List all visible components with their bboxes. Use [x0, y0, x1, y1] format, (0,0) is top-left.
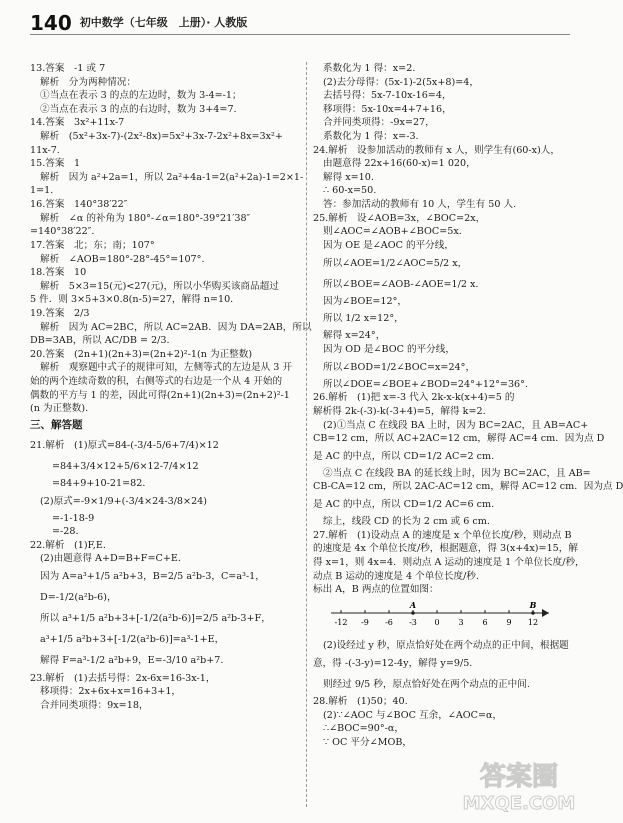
question-line: 25.解析 设∠AOB=3x，∠BOC=2x，	[313, 212, 486, 224]
question-line: 24.解析 设参加活动的教师有 x 人，则学生有(60-x)人，	[313, 144, 560, 156]
question-line: 21.解析 (1)原式=84-(-3/4-5/6+7/4)×12	[30, 439, 219, 451]
answer-line: (n 为正整数).	[30, 403, 89, 415]
answer-line: CB=12 cm，所以 AC+2AC=12 cm，解得 AC=4 cm．因为点 D	[313, 433, 605, 445]
answer-line: 偶数的平方与 1 的差，因此可得(2n+1)(2n+3)=(2n+2)²-1	[30, 389, 290, 401]
watermark-text: 答案圈	[479, 762, 559, 792]
answer-line: (2)由题意得 A+D=B+F=C+E．	[40, 553, 188, 565]
answer-line: 解析 分为两种情况：	[40, 76, 136, 88]
answer-line: ②当点 C 在线段 BA 的延长线上时，因为 BC=2AC，且 AB=	[323, 467, 591, 479]
tick-label: -3	[409, 617, 417, 627]
answer-line: 移项得：2x+6x+x=16+3+1，	[40, 686, 182, 698]
answer-line: 所以∠BOD=1/2∠BOC=x=24°，	[323, 361, 476, 373]
tick-label: 9	[506, 617, 512, 627]
answer-line: ∴∠BOC=90°-α，	[323, 723, 404, 735]
answer-line: 合并同类项得：9x=18，	[40, 699, 149, 711]
tick-label: -12	[334, 617, 348, 627]
question-line: 13.答案 -1 或 7	[30, 63, 106, 74]
answer-line: 得 x=1，则 4x=4．则动点 A 运动的速度是 1 个单位长度/秒，	[313, 557, 585, 569]
answer-line: =-28.	[52, 526, 79, 538]
answer-line: (2)去分母得：(5x-1)-2(5x+8)=4，	[323, 76, 479, 88]
answer-line: 解得 F=a³-1/2 a²b+9，E=-3/10 a²b+7.	[40, 655, 224, 667]
point-b-label: B	[529, 599, 537, 610]
question-line: 22.解析 (1)F,E.	[30, 539, 106, 551]
answer-line: 是 AC 的中点，所以 CD=1/2 AC=2 cm.	[313, 450, 495, 462]
answer-line: CB-CA=12 cm，所以 2AC-AC=12 cm，解得 AC=12 cm．因为点 D	[313, 481, 623, 493]
answer-line: 解析 (5x²+3x-7)-(2x²-8x)=5x²+3x-7-2x²+8x=3x²+	[40, 131, 283, 143]
question-line: 17.答案 北；东；南；107°	[30, 239, 155, 251]
question-line: 16.答案 140°38′22″	[30, 199, 128, 211]
answer-line: 则∠AOC=∠AOB+∠BOC=5x.	[323, 226, 462, 238]
answer-line: 因为 OE 是∠AOC 的平分线，	[323, 239, 454, 251]
answer-line: 解析 ∠α 的补角为 180°-∠α=180°-39°21′38″	[40, 212, 251, 224]
question-line: 18.答案 10	[30, 267, 87, 279]
right-column	[313, 62, 623, 807]
answer-line: DB=3AB，所以 AC/DB = 2/3.	[30, 335, 170, 347]
question-line: 19.答案 2/3	[30, 307, 90, 319]
answer-line: 综上，线段 CD 的长为 2 cm 或 6 cm.	[323, 516, 490, 528]
point-b-marker	[531, 611, 535, 615]
section-heading: 三、解答题	[30, 418, 83, 431]
answer-line: 所以∠AOE=1/2∠AOC=5/2 x，	[323, 257, 468, 269]
answer-line: 的速度是 4x 个单位长度/秒，根据题意，得 3(x+4x)=15，解	[313, 543, 578, 555]
answer-line: 因为 OD 是∠BOC 的平分线，	[323, 344, 455, 356]
answer-line: 因为 A=a³+1/5 a²b+3，B=2/5 a²b-3，C=a³-1，	[40, 571, 265, 583]
tick-label: -6	[385, 617, 393, 627]
question-line: 27.解析 (1)设动点 A 的速度是 x 个单位长度/秒，则动点 B	[313, 529, 572, 541]
book-title: 初中数学（七年级 上册）· 人教版	[79, 16, 248, 30]
answer-line: 合并同类项得：-9x=27，	[323, 117, 435, 129]
question-line: 28.解析 (1)50；40.	[313, 696, 408, 708]
answer-line: 解析得 2k-(-3)-k(-3+4)=5，解得 k=2.	[313, 405, 486, 417]
answer-line: 标出 A，B 两点的位置如图：	[313, 584, 439, 596]
answer-line: a³+1/5 a²b+3+[-1/2(a²b-6)]=a³-1+E，	[40, 634, 225, 646]
answer-line: (2)①当点 C 在线段 BA 上时，因为 BC=2AC，且 AB=AC+	[323, 419, 589, 431]
answer-line: =140°38′22″.	[30, 226, 95, 238]
answer-line: 解析 5×3=15(元)<27(元)，所以小华购买该商品超过	[40, 280, 279, 292]
answer-line: 1=1.	[30, 185, 54, 197]
answer-line: 11x-7.	[30, 144, 60, 156]
point-a-marker	[411, 611, 415, 615]
tick-label: 12	[527, 617, 539, 627]
question-line: 15.答案 1	[30, 158, 81, 170]
answer-line: 意，得 -(-3-y)=12-4y，解得 y=9/5.	[313, 658, 473, 670]
left-column	[30, 62, 312, 807]
answer-line: 所以 a³+1/5 a²b+3+[-1/2(a²b-6)]=2/5 a²b-3+F，	[40, 613, 271, 625]
tick-label: 0	[434, 617, 440, 627]
answer-line: 5 件．则 3×5+3×0.8(n-5)=27，解得 n=10.	[30, 294, 234, 306]
answer-line: (2)原式=-9×1/9+(-3/4×24-3/8×24)	[40, 495, 208, 507]
question-line: 20.答案 (2n+1)(2n+3)=(2n+2)²-1(n 为正整数)	[30, 348, 253, 360]
answer-line: 去括号得：5x-7-10x-16=4，	[323, 90, 452, 102]
answer-line: 动点 B 运动的速度是 4 个单位长度/秒.	[313, 570, 479, 582]
page-header	[30, 10, 570, 35]
answer-line: (2)设经过 y 秒，原点恰好处在两个动点的正中间，根据题	[323, 640, 569, 652]
answer-line: 解析 观察题中式子的规律可知，左侧等式的左边是从 3 开	[40, 362, 293, 374]
answer-line: 解析 ∠AOB=180°-28°-45°=107°.	[40, 253, 205, 265]
answer-line: 解得 x=10.	[323, 171, 374, 183]
answer-line: 则经过 9/5 秒，原点恰好处在两个动点的正中间.	[323, 679, 530, 691]
answer-line: 始的两个连续奇数的积，右侧等式的右边是一个从 4 开始的	[30, 376, 283, 388]
answer-line: ∵ OC 平分∠MOB，	[323, 737, 412, 749]
point-a-label: A	[409, 599, 417, 610]
column-divider	[306, 62, 307, 807]
answer-line: =84+3/4×12+5/6×12-7/4×12	[52, 460, 199, 472]
answer-line: ①当点在表示 3 的点的左边时，数为 3-4=-1；	[40, 90, 242, 102]
answer-line: ∴ 60-x=50.	[323, 185, 377, 197]
answer-line: 所以∠BOE=∠AOB-∠AOE=1/2 x.	[323, 278, 479, 290]
answer-line: 是 AC 的中点，所以 CD=1/2 AC=6 cm.	[313, 499, 495, 511]
answer-line: 答：参加活动的教师有 10 人，学生有 50 人.	[323, 199, 517, 211]
answer-line: =84+9+10-21=82.	[52, 477, 146, 489]
tick-label: -9	[361, 617, 369, 627]
question-line: 26.解析 (1)把 x=-3 代入 2k-x-k(x+4)=5 的	[313, 392, 515, 404]
number-line-svg	[327, 601, 557, 631]
answer-line: 移项得：5x-10x=4+7+16，	[323, 103, 452, 115]
tick-label: 6	[482, 617, 488, 627]
answer-line: =-1-18-9	[52, 512, 95, 524]
page-number: 140	[30, 11, 72, 35]
tick-label: 3	[458, 617, 464, 627]
answer-line: D=-1/2(a²b-6)，	[40, 592, 117, 604]
answer-line: 系数化为 1 得：x=-3.	[323, 131, 419, 143]
answer-line: 所以∠DOE=∠BOE+∠BOD=24°+12°=36°.	[323, 378, 529, 390]
answer-line: 系数化为 1 得：x=2.	[323, 63, 416, 74]
answer-line: (2)∵∠AOC 与∠BOC 互余，∠AOC=α，	[323, 709, 503, 721]
question-line: 14.答案 3x²+11x-7	[30, 117, 125, 129]
number-line-figure	[327, 601, 573, 636]
answer-line: 解得 x=24°，	[323, 330, 386, 342]
answer-line: 解析 因为 AC=2BC，所以 AC=2AB．因为 DA=2AB，所以	[40, 321, 312, 333]
answer-line: 所以 1/2 x=12°，	[323, 313, 404, 325]
watermark-logo	[444, 755, 594, 817]
answer-line: ②当点在表示 3 的点的右边时，数为 3+4=7.	[40, 103, 237, 115]
answer-line: 因为∠BOE=12°，	[323, 295, 407, 307]
answer-line: 由题意得 22x+16(60-x)=1 020，	[323, 158, 476, 170]
answer-line: 解析 因为 a²+2a=1，所以 2a²+4a-1=2(a²+2a)-1=2×1-	[40, 171, 304, 183]
watermark-url: MXQE.COM	[462, 793, 576, 814]
question-line: 23.解析 (1)去括号得：2x-6x=16-3x-1，	[30, 672, 216, 684]
arrow-right-icon	[542, 609, 549, 617]
